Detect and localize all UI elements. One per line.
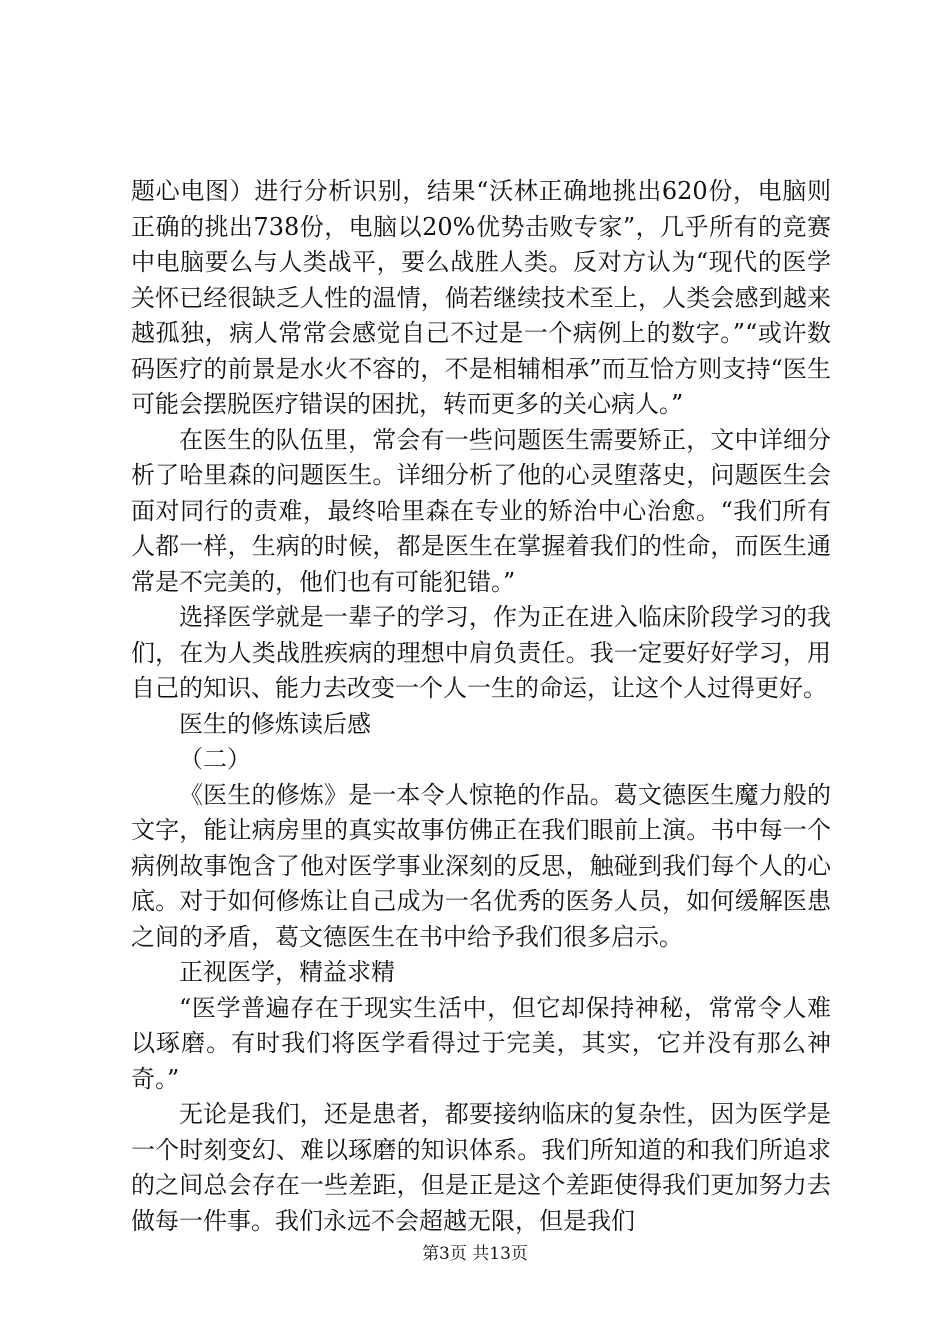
paragraph-quote: “医学普遍存在于现实生活中，但它却保持神秘，常常令人难以琢磨。有时我们将医学看得过于完美，其实，它并没有那么神奇。”: [131, 993, 831, 1093]
section-number: （二）: [179, 745, 251, 773]
paragraph-complexity: 无论是我们，还是患者，都要接纳临床的复杂性，因为医学是一个时刻变幻、难以琢磨的知识体系。我们所知道的和我们所追求的之间总会存在一些差距，但是正是这个差距使得我们更加努力去做每一件事。我们永远不会超越无限，但是我们: [131, 1100, 831, 1235]
paragraph-problem-doctors: 在医生的队伍里，常会有一些问题医生需要矫正，文中详细分析了哈里森的问题医生。详细分析了他的心灵堕落史，问题医生会面对同行的责难，最终哈里森在专业的矫治中心治愈。“我们所有人都一样，生病的时候，都是医生在掌握着我们的性命，而医生通常是不完美的，他们也有可能犯错。”: [131, 425, 831, 596]
paragraph-book-intro: 《医生的修炼》是一本令人惊艳的作品。葛文德医生魔力般的文字，能让病房里的真实故事仿佛正在我们眼前上演。书中每一个病例故事饱含了他对医学事业深刻的反思，触碰到我们每个人的心底。对于如何修炼让自己成为一名优秀的医务人员，如何缓解医患之间的矛盾，葛文德医生在书中给予我们很多启示。: [131, 780, 831, 951]
paragraph-continuation: 题心电图）进行分析识别，结果“沃林正确地挑出620份，电脑则正确的挑出738份，电脑以20%优势击败专家”，几乎所有的竞赛中电脑要么与人类战平，要么战胜人类。反对方认为“现代的医学关怀已经很缺乏人性的温情，倘若继续技术至上，人类会感到越来越孤独，病人常常会感觉自己不过是一个病例上的数字。”“或许数码医疗的前景是水火不容的，不是相辅相承”而互恰方则支持“医生可能会摆脱医疗错误的困扰，转而更多的关心病人。”: [131, 177, 831, 418]
page-footer: 第3页 共13页: [422, 1244, 528, 1264]
section-heading: 医生的修炼读后感: [179, 709, 371, 738]
paragraph-lifelong-learning: 选择医学就是一辈子的学习，作为正在进入临床阶段学习的我们，在为人类战胜疾病的理想中肩负责任。我一定要好好学习，用自己的知识、能力去改变一个人一生的命运，让这个人过得更好。: [131, 603, 831, 702]
subheading-face-medicine: 正视医学，精益求精: [179, 958, 395, 986]
document-body: [131, 174, 831, 1239]
